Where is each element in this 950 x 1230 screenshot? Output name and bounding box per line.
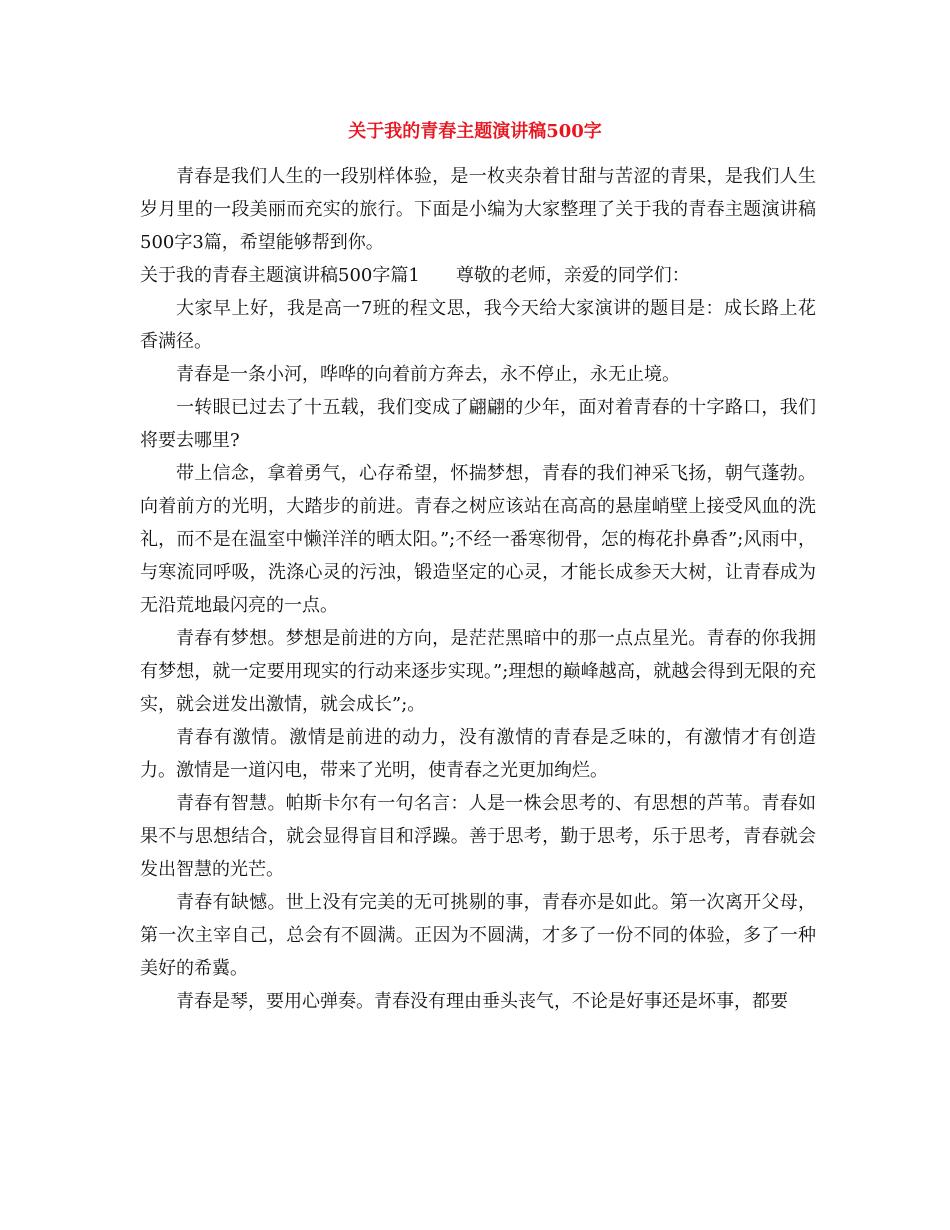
section-heading: 关于我的青春主题演讲稿500字篇1 xyxy=(140,265,420,286)
salutation: 尊敬的老师，亲爱的同学们： xyxy=(455,265,690,286)
document-title: 关于我的青春主题演讲稿500字 xyxy=(348,121,602,142)
body-paragraph: 带上信念，拿着勇气，心存希望，怀揣梦想，青春的我们神采飞扬，朝气蓬勃。向着前方的光明，大踏步的前进。青春之树应该站在高高的悬崖峭壁上接受风血的洗礼，而不是在温室中懒洋洋的晒太阳。”;不经一番寒彻骨，怎的梅花扑鼻香”;风雨中，与寒流同呼吸，洗涤心灵的污浊，锻造坚定的心灵，才能长成参天大树，让青春成为无沿荒地最闪亮的一点。 xyxy=(140,463,816,616)
body-paragraph: 青春有智慧。帕斯卡尔有一句名言：人是一株会思考的、有思想的芦苇。青春如果不与思想结合，就会显得盲目和浮躁。善于思考，勤于思考，乐于思考，青春就会发出智慧的光芒。 xyxy=(140,793,816,880)
body-paragraph: 一转眼已过去了十五载，我们变成了翩翩的少年，面对着青春的十字路口，我们将要去哪里? xyxy=(140,397,816,451)
intro-paragraph: 青春是我们人生的一段别样体验，是一枚夹杂着甘甜与苦涩的青果，是我们人生岁月里的一段美丽而充实的旅行。下面是小编为大家整理了关于我的青春主题演讲稿500字3篇，希望能够帮到你。 xyxy=(140,166,816,253)
document-body xyxy=(140,160,816,1018)
body-paragraph: 青春有激情。激情是前进的动力，没有激情的青春是乏味的，有激情才有创造力。激情是一道闪电，带来了光明，使青春之光更加绚烂。 xyxy=(140,727,816,781)
section-heading-line xyxy=(140,259,816,292)
body-paragraph: 大家早上好，我是高一7班的程文思，我今天给大家演讲的题目是：成长路上花香满径。 xyxy=(140,298,816,352)
body-paragraph: 青春是琴，要用心弹奏。青春没有理由垂头丧气，不论是好事还是坏事，都要 xyxy=(176,991,788,1012)
body-paragraph: 青春有缺憾。世上没有完美的无可挑剔的事，青春亦是如此。第一次离开父母，第一次主宰自己，总会有不圆满。正因为不圆满，才多了一份不同的体验，多了一种美好的希冀。 xyxy=(140,892,816,979)
body-paragraph: 青春有梦想。梦想是前进的方向，是茫茫黑暗中的那一点点星光。青春的你我拥有梦想，就一定要用现实的行动来逐步实现。”;理想的巅峰越高，就越会得到无限的充实，就会迸发出激情，就会成长”;。 xyxy=(140,628,816,715)
body-paragraph: 青春是一条小河，哗哗的向着前方奔去，永不停止，永无止境。 xyxy=(176,364,680,385)
